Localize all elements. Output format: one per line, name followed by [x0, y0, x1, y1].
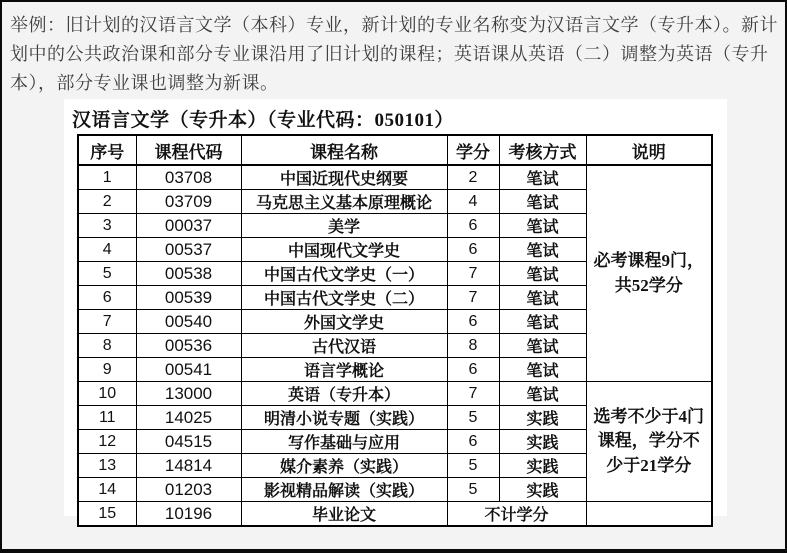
cell-credits: 5: [447, 406, 499, 430]
cell-credits: 2: [447, 165, 499, 190]
cell-note: [586, 502, 712, 527]
cell-credits: 6: [447, 238, 499, 262]
cell-row-number: 8: [78, 334, 136, 358]
cell-credits: 6: [447, 358, 499, 382]
cell-course-name: 中国古代文学史（一）: [241, 262, 447, 286]
cell-credits: 8: [447, 334, 499, 358]
cell-note: 必考课程9门，共52学分: [586, 165, 712, 382]
cell-course-code: 00037: [136, 214, 241, 238]
table-row: [78, 382, 712, 406]
cell-row-number: 15: [78, 502, 136, 527]
cell-exam-method: 笔试: [499, 334, 586, 358]
cell-course-code: 10196: [136, 502, 241, 527]
header-exam-method: 考核方式: [499, 135, 586, 165]
header-note: 说明: [586, 135, 712, 165]
cell-course-name: 写作基础与应用: [241, 430, 447, 454]
cell-credits-merged: 不计学分: [447, 502, 586, 527]
intro-paragraph: [10, 11, 781, 98]
cell-course-name: 明清小说专题（实践）: [241, 406, 447, 430]
cell-row-number: 9: [78, 358, 136, 382]
cell-course-name: 马克思主义基本原理概论: [241, 190, 447, 214]
cell-course-name: 外国文学史: [241, 310, 447, 334]
cell-row-number: 13: [78, 454, 136, 478]
course-plan-table: [77, 134, 713, 527]
cell-credits: 5: [447, 478, 499, 502]
cell-exam-method: 笔试: [499, 382, 586, 406]
cell-course-code: 00540: [136, 310, 241, 334]
cell-course-code: 01203: [136, 478, 241, 502]
cell-course-name: 中国古代文学史（二）: [241, 286, 447, 310]
table-header-row: [78, 135, 712, 165]
header-row-number: 序号: [78, 135, 136, 165]
cell-course-code: 00541: [136, 358, 241, 382]
cell-credits: 7: [447, 262, 499, 286]
cell-exam-method: 笔试: [499, 310, 586, 334]
cell-course-code: 14025: [136, 406, 241, 430]
cell-row-number: 1: [78, 165, 136, 190]
cell-course-name: 英语（专升本）: [241, 382, 447, 406]
cell-exam-method: 实践: [499, 430, 586, 454]
cell-exam-method: 笔试: [499, 165, 586, 190]
cell-course-code: 14814: [136, 454, 241, 478]
cell-exam-method: 实践: [499, 478, 586, 502]
table-row: [78, 502, 712, 527]
header-course-code: 课程代码: [136, 135, 241, 165]
cell-course-name: 美学: [241, 214, 447, 238]
cell-course-name: 语言学概论: [241, 358, 447, 382]
header-course-name: 课程名称: [241, 135, 447, 165]
table-title: 汉语言文学（专升本）（专业代码：050101）: [72, 110, 455, 131]
cell-exam-method: 笔试: [499, 190, 586, 214]
cell-course-name: 毕业论文: [241, 502, 447, 527]
cell-course-code: 03708: [136, 165, 241, 190]
cell-course-code: 00538: [136, 262, 241, 286]
cell-course-code: 00539: [136, 286, 241, 310]
intro-line-1: 举例：旧计划的汉语言文学（本科）专业，新计划的专业名称变为汉语言文学（专升本）。新计: [10, 15, 778, 35]
cell-exam-method: 笔试: [499, 238, 586, 262]
cell-credits: 7: [447, 286, 499, 310]
header-credits: 学分: [447, 135, 499, 165]
cell-row-number: 5: [78, 262, 136, 286]
course-table-body: [78, 165, 712, 526]
cell-exam-method: 实践: [499, 454, 586, 478]
cell-exam-method: 笔试: [499, 214, 586, 238]
cell-course-name: 中国近现代史纲要: [241, 165, 447, 190]
intro-line-2: 划中的公共政治课和部分专业课沿用了旧计划的课程；英语课从英语（二）调整为英语（专升: [10, 44, 769, 64]
table-row: [78, 165, 712, 190]
cell-exam-method: 实践: [499, 406, 586, 430]
intro-line-3: 本），部分专业课也调整为新课。: [10, 73, 279, 93]
cell-course-name: 媒介素养（实践）: [241, 454, 447, 478]
cell-row-number: 7: [78, 310, 136, 334]
cell-course-code: 03709: [136, 190, 241, 214]
cell-row-number: 2: [78, 190, 136, 214]
cell-row-number: 10: [78, 382, 136, 406]
cell-note: 选考不少于4门课程，学分不少于21学分: [586, 382, 712, 502]
cell-row-number: 14: [78, 478, 136, 502]
cell-credits: 6: [447, 310, 499, 334]
cell-row-number: 4: [78, 238, 136, 262]
cell-credits: 7: [447, 382, 499, 406]
cell-row-number: 12: [78, 430, 136, 454]
cell-credits: 4: [447, 190, 499, 214]
cell-course-code: 04515: [136, 430, 241, 454]
cell-course-name: 影视精品解读（实践）: [241, 478, 447, 502]
content-panel: [64, 99, 727, 524]
cell-course-code: 00536: [136, 334, 241, 358]
cell-row-number: 11: [78, 406, 136, 430]
cell-course-code: 13000: [136, 382, 241, 406]
cell-exam-method: 笔试: [499, 286, 586, 310]
cell-course-name: 古代汉语: [241, 334, 447, 358]
cell-row-number: 6: [78, 286, 136, 310]
cell-exam-method: 笔试: [499, 358, 586, 382]
cell-course-code: 00537: [136, 238, 241, 262]
cell-exam-method: 笔试: [499, 262, 586, 286]
cell-course-name: 中国现代文学史: [241, 238, 447, 262]
cell-credits: 5: [447, 454, 499, 478]
cell-row-number: 3: [78, 214, 136, 238]
cell-credits: 6: [447, 430, 499, 454]
cell-credits: 6: [447, 214, 499, 238]
